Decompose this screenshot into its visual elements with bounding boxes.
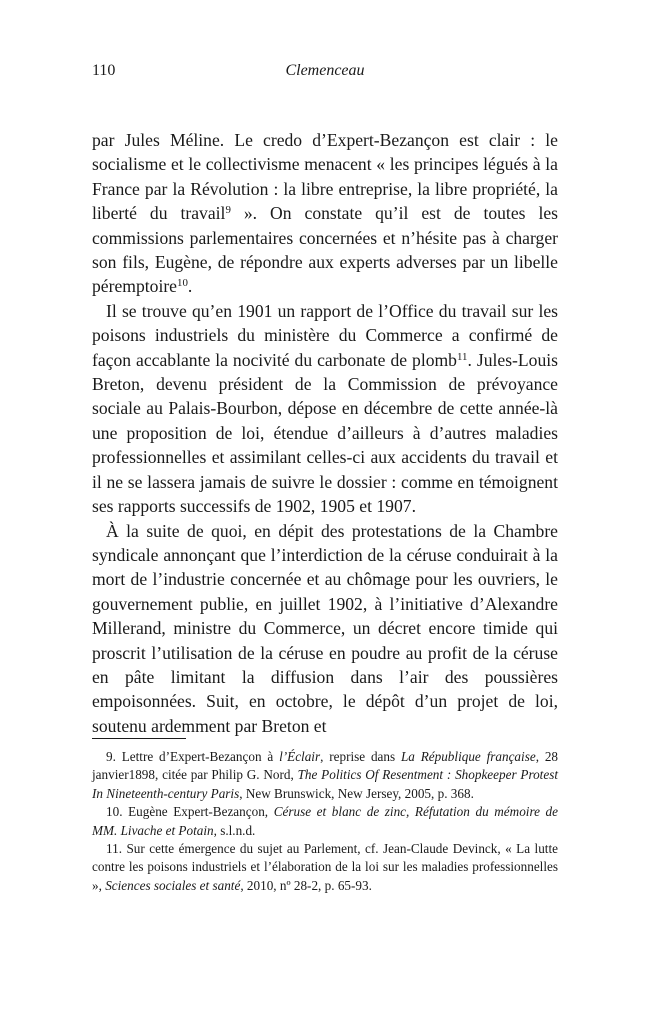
running-title: Clemenceau bbox=[285, 62, 365, 79]
footnote-divider bbox=[92, 738, 186, 739]
paragraph-text: À la suite de quoi, en dépit des protestations de la Chambre syndicale annonçant que l’interdiction de la céruse conduirait à la mort de l’industrie concernée et au chômage pour les ouvriers, le gouvernement publie, en juillet 1902, à l’initiative d’Alexandre Millerand, ministre du Commerce, un décret encore timide qui proscrit l’utilisation de la céruse en poudre au profit de la céruse en pâte limitant la diffusion dans l’air des poussières empoisonnées. Suit, en octobre, le dépôt d’un projet de loi, soutenu ardemment par Breton et bbox=[92, 520, 558, 736]
paragraph-1 bbox=[92, 128, 558, 299]
footnote-11 bbox=[92, 840, 558, 895]
page-number: 110 bbox=[92, 62, 116, 79]
footnote-italic: Céruse et blanc de zinc, Réfutation du mémoire de MM. Livache et Potain bbox=[92, 804, 559, 838]
footnote-italic: La République française bbox=[400, 749, 536, 764]
footnote-9 bbox=[92, 748, 558, 803]
footnote-text: 10. Eugène Expert-Bezançon, bbox=[106, 804, 274, 820]
footnote-text: 9. Lettre d’Expert-Bezançon à bbox=[106, 749, 280, 764]
footnote-10 bbox=[92, 803, 558, 840]
paragraph-text: ». On constate qu’il est de toutes les commissions parlementaires concernées et n’hésite pas à charger son fils, Eugène, de répondre aux experts adverses par un libelle péremptoire bbox=[92, 203, 558, 297]
paragraph-text: par Jules Méline. Le credo d’Expert-Bezançon est clair : le socialisme et le collectivisme menacent « les principes légués à la France par la Révolution : la libre entreprise, la libre propriété, la liberté du travail bbox=[92, 130, 558, 224]
footnote-ref-10[interactable]: 10 bbox=[177, 277, 188, 290]
body-text bbox=[92, 128, 558, 738]
page-header bbox=[92, 62, 558, 86]
footnote-text: 11. Sur cette émergence du sujet au Parlement, cf. Jean-Claude Devinck, « La lutte contre les poisons industriels et l’élaboration de la loi sur les maladies professionnelles », bbox=[92, 841, 558, 893]
footnotes bbox=[92, 748, 558, 895]
paragraph-text: . bbox=[187, 276, 193, 297]
footnote-text: , reprise dans bbox=[320, 749, 401, 764]
footnote-text: , 28 janvier1898, citée par Philip G. Nord, bbox=[92, 749, 559, 783]
paragraph-text: Il se trouve qu’en 1901 un rapport de l’Office du travail sur les poisons industriels du ministère du Commerce a confirmé de façon accablante la nocivité du carbonate de plomb bbox=[92, 300, 558, 370]
footnote-text: , New Brunswick, New Jersey, 2005, p. 368. bbox=[239, 785, 474, 801]
footnote-italic: Sciences sociales et santé bbox=[105, 877, 241, 893]
paragraph-2 bbox=[92, 299, 558, 519]
footnote-text: , 2010, nº 28-2, p. 65-93. bbox=[240, 877, 372, 893]
footnote-text: , s.l.n.d. bbox=[213, 822, 256, 838]
paragraph-3 bbox=[92, 519, 558, 739]
footnote-ref-9[interactable]: 9 bbox=[225, 204, 231, 217]
paragraph-text: . Jules-Louis Breton, devenu président de la Commission de prévoyance sociale au Palais-Bourbon, dépose en décembre de cette année-là une proposition de loi, étendue d’ailleurs à d’autres maladies professionnelles et assimilant celles-ci aux accidents du travail et il ne se lassera jamais de suivre le dossier : comme en témoignent ses rapports successifs de 1902, 1905 et 1907. bbox=[92, 349, 558, 517]
footnote-ref-11[interactable]: 11 bbox=[456, 350, 468, 363]
footnote-italic: l’Éclair bbox=[279, 749, 321, 764]
footnote-italic: The Politics Of Resentment : Shopkeeper Protest In Nineteenth-century Paris bbox=[92, 767, 558, 801]
